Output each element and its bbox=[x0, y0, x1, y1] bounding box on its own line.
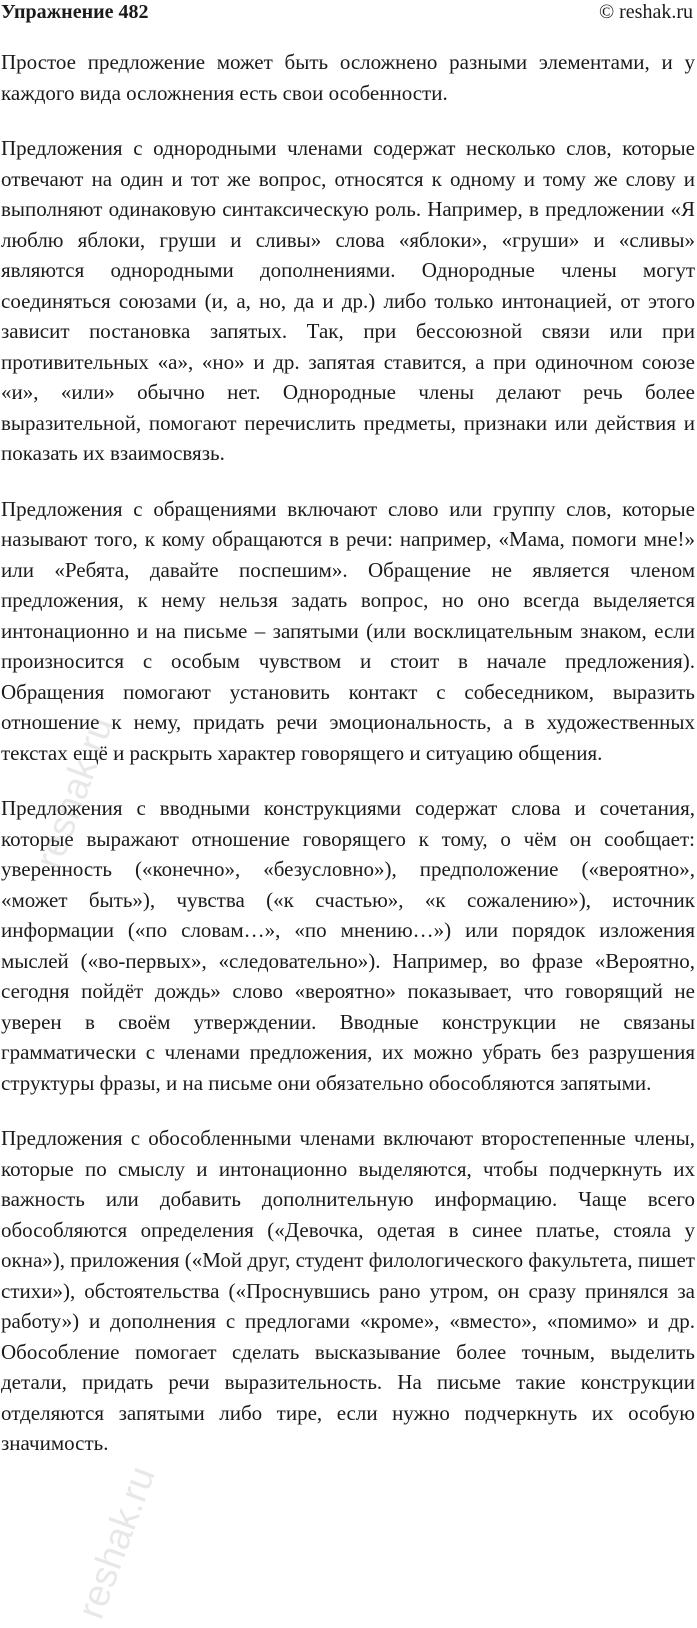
watermark: reshak.ru bbox=[28, 711, 122, 875]
site-brand: © reshak.ru bbox=[598, 1, 693, 23]
page-header bbox=[0, 0, 697, 26]
paragraph-intro: Простое предложение может быть осложнено разными элементами, и у каждого вида осложнения есть свои особенности. bbox=[1, 50, 695, 105]
paragraph-introductory: Предложения с вводными конструкциями содержат слова и сочетания, которые выражают отношение говорящего к тому, о чём он сообщает: уверенность («конечно», «безусловно»), предположение («вероятно», «может быть»), чувства («к счастью», «к сожалению»), источник информации («по словам…», «по мнению…») или порядок изложения мыслей («во-первых», «следовательно»). Например, во фразе «Вероятно, сегодня пойдёт дождь» слово «вероятно» показывает, что говорящий не уверен в своём утверждении. Вводные конструкции не связаны грамматически с членами предложения, их можно убрать без разрушения структуры фразы, и на письме они обязательно обособляются запятыми. bbox=[1, 796, 695, 1095]
paragraph-address: Предложения с обращениями включают слово или группу слов, которые называют того, к кому обращаются в речи: например, «Мама, помоги мне!» или «Ребята, давайте поспешим». Обращение не является членом предложения, к нему нельзя задать вопрос, но оно всегда выделяется интонационно и на письме – запятыми (или восклицательным знаком, если произносится с особым чувством и стоит в начале предложения). Обращения помогают установить контакт с собеседником, выразить отношение к нему, придать речи эмоциональность, а в художественных текстах ещё и раскрыть характер говорящего и ситуацию общения. bbox=[1, 496, 695, 765]
exercise-title: Упражнение 482 bbox=[1, 1, 149, 23]
paragraph-homogeneous: Предложения с однородными членами содержат несколько слов, которые отвечают на один и тот же вопрос, относятся к одному и тому же слову и выполняют одинаковую синтаксическую роль. Например, в предложении «Я люблю яблоки, груши и сливы» слова «яблоки», «груши» и «сливы» являются однородными дополнениями. Однородные члены могут соединяться союзами (и, а, но, да и др.) либо только интонацией, от этого зависит постановка запятых. Так, при бессоюзной связи или при противительных «а», «но» и др. запятая ставится, а при одиночном союзе «и», «или» обычно нет. Однородные члены делают речь более выразительной, помогают перечислить предметы, признаки или действия и показать их взаимосвязь. bbox=[1, 136, 695, 465]
paragraph-isolated: Предложения с обособленными членами включают второстепенные члены, которые по смыслу и интонационно выделяются, чтобы подчеркнуть их важность или добавить дополнительную информацию. Чаще всего обособляются определения («Девочка, одетая в синее платье, стояла у окна»), приложения («Мой друг, студент филологического факультета, пишет стихи»), обстоятельства («Проснувшись рано утром, он сразу принялся за работу») и дополнения с предлогами «кроме», «вместо», «помимо» и др. Обособление помогает сделать высказывание более точным, выделить детали, придать речи выразительность. На письме такие конструкции отделяются запятыми либо тире, если нужно подчеркнуть их особую значимость. bbox=[1, 1126, 695, 1455]
watermark: reshak.ru bbox=[70, 1461, 164, 1625]
exercise-text bbox=[1, 47, 695, 1484]
